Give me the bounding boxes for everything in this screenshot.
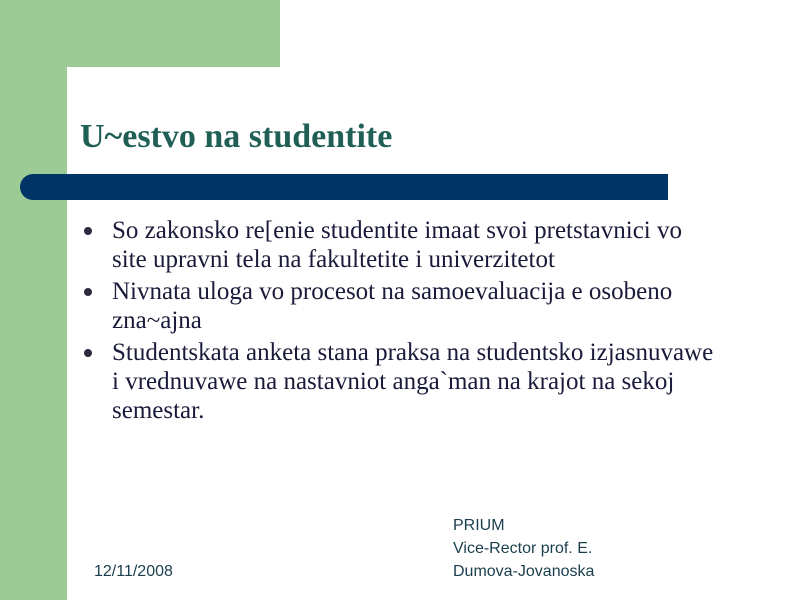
bullet-dot-icon [84, 349, 92, 357]
bullet-item [82, 277, 722, 335]
bullet-text: Nivnata uloga vo procesot na samoevaluacija e osobeno zna~ajna [112, 278, 673, 334]
footer-author-line: Vice-Rector prof. E. [453, 540, 593, 557]
footer-author-line: Dumova-Jovanoska [453, 563, 595, 580]
bullet-item [82, 216, 722, 274]
slide-title: U~estvo na studentite [80, 118, 393, 155]
bullet-dot-icon [84, 288, 92, 296]
bullet-item [82, 338, 722, 425]
footer-author-line: PRIUM [453, 517, 505, 534]
decorative-green-band-top [0, 0, 280, 67]
bullet-text: Studentskata anketa stana praksa na studentsko izjasnuvawe i vrednuvawe na nastavniot anga`man na krajot na sekoj semestar. [112, 339, 714, 424]
decorative-green-band-left [0, 0, 67, 600]
footer-author [453, 514, 594, 583]
bullet-list [82, 216, 722, 428]
footer-date: 12/11/2008 [94, 563, 173, 580]
bullet-dot-icon [84, 227, 92, 235]
bullet-text: So zakonsko re[enie studentite imaat svoi pretstavnici vo site upravni tela na fakultetite i univerzitetot [112, 217, 682, 273]
title-underline-bar [20, 174, 668, 200]
